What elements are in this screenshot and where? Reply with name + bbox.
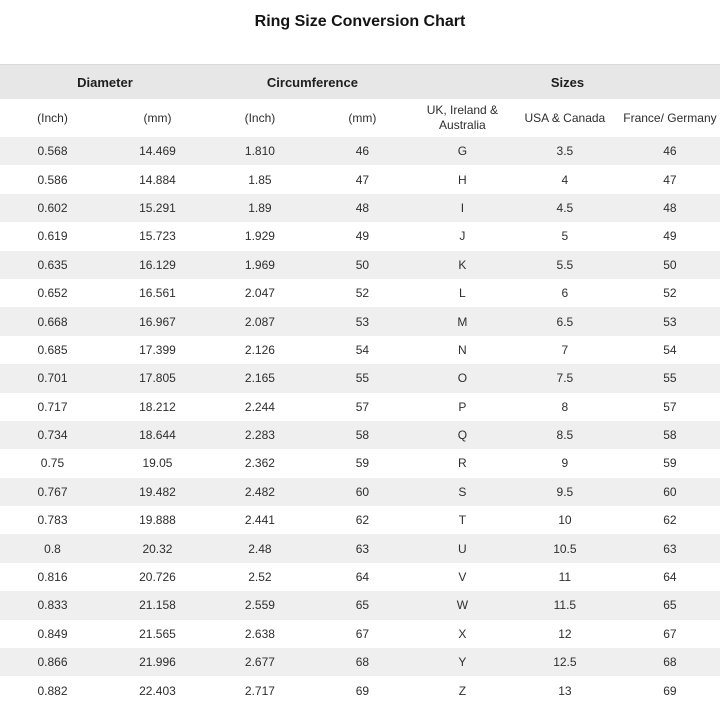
table-cell: 50 [663,257,677,272]
table-cell: 0.602 [37,200,68,215]
table-cell: 16.561 [139,286,176,301]
table-cell: 57 [663,399,677,414]
table-cell: 5 [561,229,569,244]
table-cell: 68 [663,655,677,670]
table-cell: 2.559 [244,598,275,613]
table-cell: 11 [558,570,572,585]
table-cell: 0.882 [37,683,68,698]
table-cell: G [457,144,468,159]
table-cell: 0.717 [37,399,68,414]
table-cell: 0.685 [37,342,68,357]
col-header-circumference-mm: (mm) [310,99,415,137]
table-cell: 64 [355,570,370,585]
table-cell: 12.5 [553,655,577,670]
table-cell: 21.158 [139,598,176,613]
table-cell: 63 [355,541,370,556]
table-cell: 0.816 [37,570,68,585]
table-cell: 50 [355,257,370,272]
table-cell: 18.212 [139,399,176,414]
table-cell: 0.8 [44,541,61,556]
table-row [0,194,720,222]
table-cell: 3.5 [556,144,574,159]
table-cell: S [458,484,467,499]
table-cell: 1.969 [244,257,275,272]
table-row [0,620,720,648]
table-row [0,336,720,364]
col-header-diameter-mm: (mm) [105,99,210,137]
table-cell: 65 [355,598,370,613]
table-cell: 19.888 [139,513,176,528]
table-cell: 0.734 [37,428,68,443]
table-cell: 59 [355,456,370,471]
table-cell: 17.399 [139,342,176,357]
table-row [0,563,720,591]
table-cell: 9.5 [556,484,574,499]
table-row [0,393,720,421]
page-title: Ring Size Conversion Chart [254,13,466,30]
table-row [0,137,720,165]
table-cell: Y [458,655,467,670]
col-header-diameter-inch: (Inch) [0,99,105,137]
table-cell: 49 [663,229,677,244]
table-row [0,279,720,307]
col-header-usa-canada: USA & Canada [510,99,620,137]
table-cell: 2.52 [248,570,272,585]
table-cell: 0.652 [37,286,68,301]
table-cell: 0.849 [37,626,68,641]
table-header [0,65,720,138]
table-cell: 47 [355,172,370,187]
table-cell: 59 [663,456,677,471]
table-cell: 0.586 [37,172,68,187]
table-cell: 63 [663,541,677,556]
table-cell: 0.866 [37,655,68,670]
table-cell: 15.723 [139,229,176,244]
table-cell: O [457,371,468,386]
table-cell: 13 [558,683,572,698]
table-row [0,478,720,506]
table-cell: 11.5 [553,598,577,613]
table-cell: 49 [355,229,370,244]
table-row [0,648,720,676]
table-cell: H [458,172,467,187]
table-cell: J [459,229,466,244]
table-cell: 47 [663,172,677,187]
table-cell: 60 [355,484,370,499]
table-cell: 0.568 [37,144,68,159]
table-cell: Z [458,683,467,698]
table-cell: 14.469 [139,144,176,159]
table-cell: 2.48 [248,541,272,556]
table-cell: 21.565 [139,626,176,641]
table-row [0,449,720,477]
table-row [0,676,720,704]
table-cell: 2.165 [244,371,275,386]
table-cell: 60 [663,484,677,499]
table-cell: 53 [663,314,677,329]
table-row [0,165,720,193]
table-cell: 2.441 [244,513,275,528]
table-cell: 69 [355,683,370,698]
table-cell: 19.05 [142,456,173,471]
table-row [0,307,720,335]
table-cell: 2.283 [244,428,275,443]
table-cell: 18.644 [139,428,176,443]
table-cell: 2.362 [244,456,275,471]
table-cell: 55 [663,371,677,386]
table-cell: 7.5 [556,371,574,386]
table-cell: 10 [558,513,572,528]
table-cell: 7 [561,342,569,357]
table-cell: 9 [561,456,569,471]
table-cell: N [458,342,467,357]
table-cell: 2.677 [244,655,275,670]
group-header-circumference: Circumference [210,65,415,100]
table-cell: 14.884 [139,172,176,187]
table-cell: 22.403 [139,683,176,698]
table-row [0,421,720,449]
table-cell: 68 [355,655,370,670]
table-cell: 6 [561,286,569,301]
table-row [0,364,720,392]
table-cell: 17.805 [139,371,176,386]
table-cell: 19.482 [139,484,176,499]
table-cell: 2.047 [244,286,275,301]
group-header-sizes: Sizes [415,65,720,100]
table-cell: 0.619 [37,229,68,244]
table-cell: 57 [355,399,370,414]
col-header-circumference-inch: (Inch) [210,99,310,137]
table-cell: 4 [561,172,569,187]
table-cell: 58 [663,428,677,443]
table-row [0,534,720,562]
table-cell: 67 [355,626,370,641]
table-cell: 64 [663,570,677,585]
table-cell: 5.5 [556,257,574,272]
table-cell: 48 [355,200,370,215]
col-header-france-germany: France/ Germany [620,99,720,137]
table-cell: 0.767 [37,484,68,499]
table-cell: 48 [663,200,677,215]
conversion-table [0,64,720,705]
table-group-header-row [0,65,720,100]
table-cell: I [460,200,465,215]
table-cell: 6.5 [556,314,574,329]
table-cell: 15.291 [139,200,176,215]
table-cell: 0.668 [37,314,68,329]
table-cell: 20.32 [142,541,173,556]
table-cell: 62 [355,513,370,528]
table-cell: 0.833 [37,598,68,613]
table-cell: 1.85 [248,172,272,187]
table-cell: M [457,314,468,329]
table-cell: 2.638 [244,626,275,641]
table-cell: U [458,541,467,556]
table-cell: 16.129 [139,257,176,272]
table-cell: W [456,598,469,613]
table-cell: 0.635 [37,257,68,272]
table-cell: X [458,626,467,641]
table-row [0,251,720,279]
table-cell: 2.244 [244,399,275,414]
table-cell: 54 [663,342,677,357]
table-cell: 2.717 [244,683,275,698]
group-header-diameter: Diameter [0,65,210,100]
table-cell: 67 [663,626,677,641]
table-cell: 8 [561,399,569,414]
table-cell: 1.89 [248,200,272,215]
table-cell: 0.701 [37,371,68,386]
table-body [0,137,720,705]
table-cell: K [458,257,467,272]
table-cell: 1.929 [244,229,275,244]
table-cell: 8.5 [556,428,574,443]
table-cell: 46 [663,144,677,159]
table-cell: 2.126 [244,342,275,357]
table-cell: 1.810 [244,144,275,159]
table-cell: P [458,399,467,414]
table-cell: 10.5 [553,541,577,556]
table-cell: 58 [355,428,370,443]
table-cell: L [459,286,466,301]
table-cell: 2.482 [244,484,275,499]
table-cell: 0.75 [40,456,65,471]
table-cell: 53 [355,314,370,329]
table-cell: 4.5 [556,200,574,215]
table-cell: T [458,513,467,528]
table-cell: 16.967 [139,314,176,329]
table-column-header-row [0,99,720,137]
table-cell: 2.087 [244,314,275,329]
table-cell: 54 [355,342,370,357]
table-cell: 21.996 [139,655,176,670]
table-row [0,506,720,534]
table-row [0,222,720,250]
table-cell: 52 [663,286,677,301]
table-row [0,591,720,619]
table-cell: 46 [355,144,370,159]
table-cell: 69 [663,683,677,698]
table-cell: Q [457,428,468,443]
table-cell: 0.783 [37,513,68,528]
table-cell: 65 [663,598,677,613]
col-header-uk-ireland-australia: UK, Ireland & Australia [415,99,510,137]
table-cell: 12 [558,626,572,641]
table-cell: 20.726 [139,570,176,585]
table-cell: R [458,456,467,471]
table-cell: 52 [355,286,370,301]
table-cell: 55 [355,371,370,386]
table-cell: 62 [663,513,677,528]
table-cell: V [458,570,467,585]
